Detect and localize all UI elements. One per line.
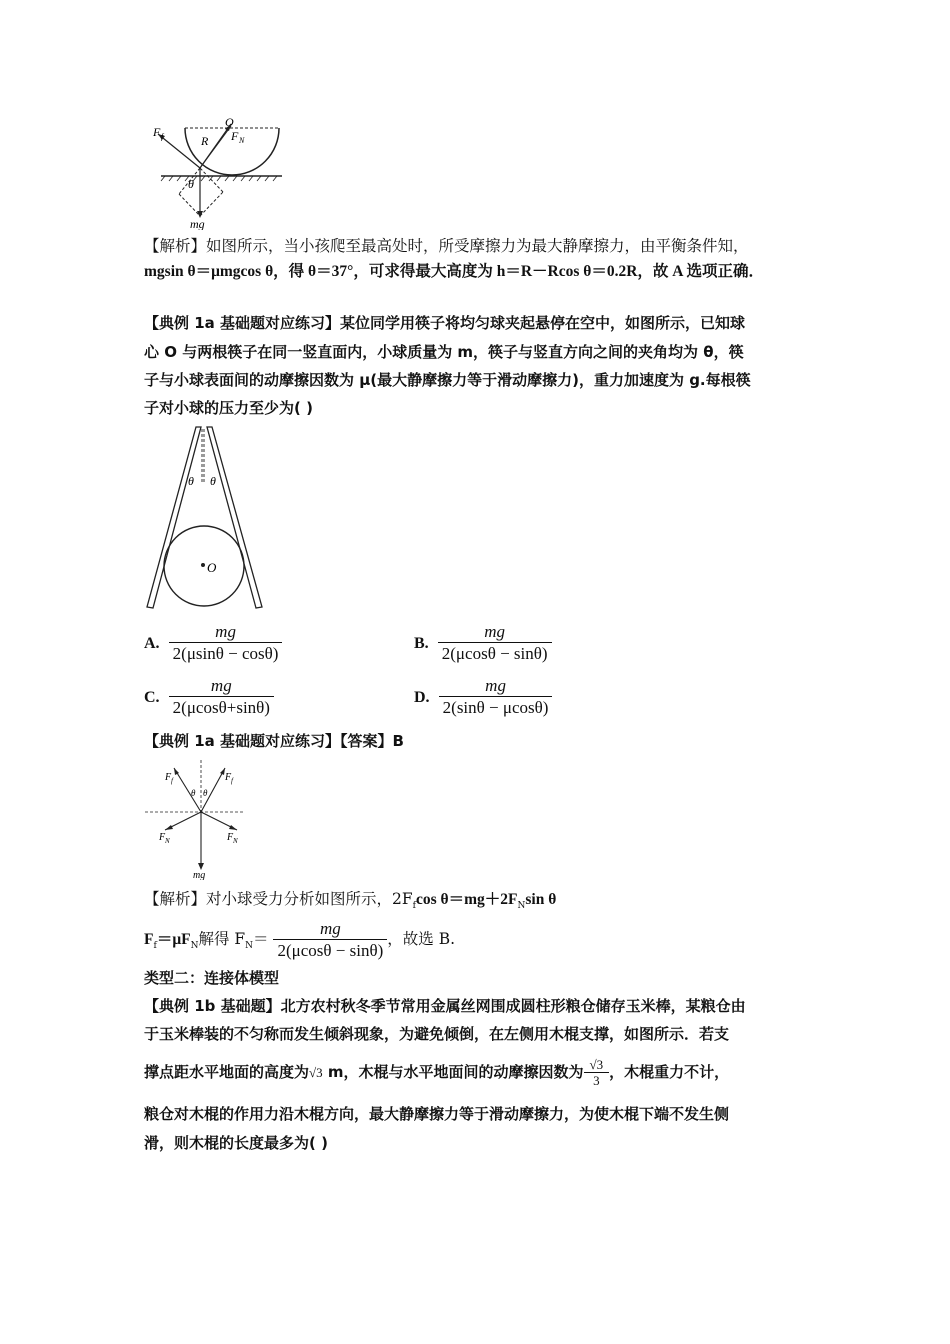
fig1-label-FN-sub: N	[239, 136, 245, 145]
fig2-theta-left: θ	[188, 474, 194, 488]
analysis2-line-1-a: 【解析】对小球受力分析如图所示，2F	[144, 890, 413, 908]
analysis2-line-2	[144, 918, 455, 967]
q2-sqrt3: √3	[309, 1064, 323, 1080]
option-B-label: B.	[414, 634, 429, 652]
fig1-label-R: R	[201, 134, 209, 148]
fig3-FN-right: F	[227, 832, 234, 843]
q1-line-4: 子对小球的压力至少为( )	[144, 399, 313, 417]
analysis-line-1: 【解析】如图所示，当小孩爬至最高处时，所受摩擦力为最大静摩擦力，由平衡条件知，	[144, 237, 749, 255]
q2-line-3-b: m，木棍与水平地面间的动摩擦因数为	[322, 1063, 584, 1081]
fig3-Ff-right-sub: f	[231, 777, 233, 785]
option-A-den: 2(μsinθ − cosθ)	[169, 642, 283, 665]
fig1-label-FN: F	[231, 129, 239, 143]
analysis2-line-1-mid: cos θ＝mg＋2F	[415, 891, 518, 908]
fig3-Ff-left-sub: f	[171, 777, 173, 785]
fig3-FN-right-sub: N	[233, 837, 238, 845]
chopsticks-ball-figure	[143, 424, 268, 614]
analysis2-line-1-end: sin θ	[525, 891, 557, 908]
q2-fraction	[584, 1057, 610, 1088]
fig3-mg: mg	[193, 870, 206, 880]
fig1-label-Ff: F	[153, 125, 161, 139]
fig2-label-O: O	[207, 560, 217, 575]
q2-frac-num: √3	[589, 1057, 604, 1072]
option-A-label: A.	[144, 634, 160, 652]
analysis2-line-2-sub3: N	[245, 941, 254, 952]
fig3-theta-2: θ	[203, 788, 208, 798]
fig1-label-theta: θ	[188, 177, 194, 191]
analysis2-line-2-sub2: N	[190, 941, 199, 952]
option-D-label: D.	[414, 688, 430, 706]
option-C-den: 2(μcosθ+sinθ)	[169, 696, 274, 719]
fig3-FN-left-sub: N	[165, 837, 170, 845]
option-B[interactable]	[414, 622, 552, 665]
q1-line-1: 【典例 1a 基础题对应练习】某位同学用筷子将均匀球夹起悬停在空中，如图所示，已知球	[144, 314, 746, 332]
ball-force-figure	[143, 758, 248, 880]
option-D[interactable]	[414, 676, 552, 719]
fig1-label-O: O	[225, 115, 234, 129]
fig1-label-Ff-sub: f	[161, 132, 164, 141]
analysis2-sub-N: N	[517, 901, 526, 912]
fig3-FN-left: F	[159, 832, 166, 843]
option-A[interactable]	[144, 622, 282, 665]
analysis2-line-1	[144, 889, 556, 916]
fig3-Ff-left: F	[165, 772, 172, 783]
option-C-label: C.	[144, 688, 160, 706]
analysis-line-2: mgsin θ＝μmgcos θ，得 θ＝37°，可求得最大高度为 h＝R－Rcos θ＝0.2R，故 A 选项正确．	[144, 263, 764, 280]
bowl-force-figure	[145, 112, 290, 230]
option-C-num: mg	[210, 676, 232, 695]
q2-line-3	[144, 1052, 729, 1093]
q1-line-3: 子与小球表面间的动摩擦因数为 μ(最大静摩擦力等于滑动摩擦力)，重力加速度为 g.每根筷	[144, 371, 751, 389]
fig3-theta-1: θ	[191, 788, 196, 798]
option-A-num: mg	[215, 622, 236, 641]
option-C-fraction	[169, 676, 274, 719]
option-D-den: 2(sinθ − μcosθ)	[439, 696, 553, 719]
option-C[interactable]	[144, 676, 274, 719]
analysis2-line-2-c: 解得 F	[198, 930, 246, 948]
option-A-fraction	[169, 622, 283, 665]
fig2-theta-right: θ	[210, 474, 216, 488]
option-D-fraction	[439, 676, 553, 719]
q2-line-4: 粮仓对木棍的作用力沿木棍方向，最大静摩擦力等于滑动摩擦力，为使木棍下端不发生侧	[144, 1105, 730, 1123]
option-B-den: 2(μcosθ − sinθ)	[438, 642, 552, 665]
analysis2-frac-num: mg	[319, 918, 341, 938]
q2-line-1: 【典例 1b 基础题】北方农村秋冬季节常用金属丝网围成圆柱形粮仓储存玉米棒，某粮仓由	[144, 997, 746, 1015]
analysis2-fraction	[273, 919, 387, 962]
fig1-label-mg: mg	[190, 217, 205, 230]
answer-line: 【典例 1a 基础题对应练习】【答案】B	[144, 732, 404, 750]
analysis2-frac-den: 2(μcosθ − sinθ)	[273, 939, 387, 962]
option-D-num: mg	[485, 676, 506, 695]
fig3-Ff-right: F	[225, 772, 232, 783]
q1-line-2: 心 O 与两根筷子在同一竖直面内，小球质量为 m，筷子与竖直方向之间的夹角均为 θ，筷	[144, 343, 744, 361]
q2-line-5: 滑，则木棍的长度最多为( )	[144, 1134, 328, 1152]
type2-heading: 类型二：连接体模型	[144, 969, 280, 987]
q2-line-3-a: 撑点距水平地面的高度为	[144, 1063, 310, 1081]
option-B-num: mg	[484, 622, 506, 641]
analysis2-line-2-b: ＝μF	[156, 931, 191, 948]
q2-frac-den: 3	[584, 1072, 610, 1088]
analysis2-line-2-sub1: f	[153, 941, 157, 952]
q2-line-2: 于玉米棒装的不匀称而发生倾斜现象，为避免倾倒，在左侧用木棍支撑，如图所示．若支	[144, 1025, 730, 1043]
analysis2-line-2-a: F	[144, 931, 154, 948]
q2-line-3-c: ，木棍重力不计，	[609, 1063, 730, 1081]
option-B-fraction	[438, 622, 552, 665]
analysis2-line-2-d: ＝	[253, 930, 269, 948]
analysis2-line-2-end: ，故选 B.	[387, 930, 456, 948]
analysis2-sub-f: f	[412, 901, 416, 912]
